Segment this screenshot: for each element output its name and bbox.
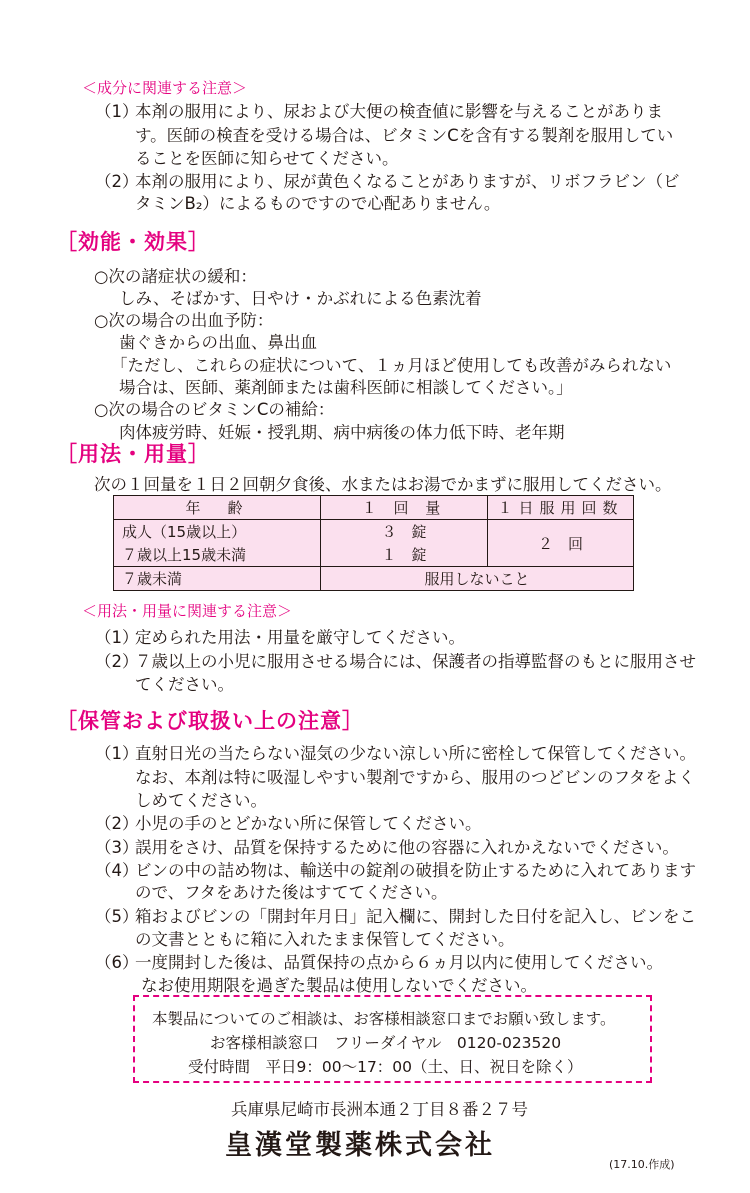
contact-line-1: 本製品についてのご相談は、お客様相談窓口までお願い致します。 bbox=[152, 1010, 616, 1028]
age-cell: ７歳未満 bbox=[114, 567, 321, 591]
dosage-table bbox=[113, 495, 634, 591]
header-age: 年 齢 bbox=[114, 496, 321, 520]
ingredient-note-1-number: （1） bbox=[95, 102, 139, 121]
storage-1-line-1: 直射日光の当たらない湿気の少ない涼しい所に密栓して保管してください。 bbox=[135, 744, 696, 763]
dosage-note-2-line-1: ７歳以上の小児に服用させる場合には、保護者の指導監督のもとに服用させ bbox=[135, 652, 696, 671]
ingredient-note-2-number: （2） bbox=[95, 172, 139, 191]
dosage-intro: 次の１回量を１日２回朝夕食後、水またはお湯でかまずに服用してください。 bbox=[94, 475, 672, 494]
dosage-note-2-line-2: てください。 bbox=[135, 675, 234, 694]
efficacy-line: ○次の場合の出血予防： bbox=[94, 311, 274, 330]
storage-1-line-3: しめてください。 bbox=[135, 791, 267, 810]
dosage-note-1-line-1: 定められた用法・用量を厳守してください。 bbox=[135, 628, 465, 647]
storage-2-line-1: 小児の手のとどかない所に保管してください。 bbox=[135, 814, 482, 833]
header-times: １日服用回数 bbox=[488, 496, 634, 520]
efficacy-line: 肉体疲労時、妊娠・授乳期、病中病後の体力低下時、老年期 bbox=[119, 423, 565, 442]
dosage-table-header bbox=[114, 496, 634, 520]
age-cell: 成人（15歳以上） bbox=[114, 520, 321, 544]
table-row bbox=[114, 520, 634, 544]
storage-title: ［保管および取扱い上の注意］ bbox=[56, 709, 364, 733]
table-row bbox=[114, 567, 634, 591]
storage-5-number: （5） bbox=[95, 907, 139, 926]
efficacy-line: 場合は、医師、薬剤師または歯科医師に相談してください。」 bbox=[119, 378, 573, 397]
amount-cell: ３ 錠 bbox=[321, 520, 488, 544]
storage-3-line-1: 誤用をさけ、品質を保持するために他の容器に入れかえないでください。 bbox=[135, 838, 679, 857]
efficacy-line: ○次の諸症状の緩和： bbox=[94, 267, 257, 286]
ingredient-note-1-line-2: す。医師の検査を受ける場合は、ビタミンCを含有する製剤を服用してい bbox=[135, 126, 674, 145]
ingredient-note-2-line-2: タミンB₂）によるものですので心配ありません。 bbox=[135, 194, 501, 213]
dosage-notes-title: ＜用法・用量に関連する注意＞ bbox=[82, 602, 293, 620]
contact-line-2: お客様相談窓口 フリーダイヤル 0120-023520 bbox=[210, 1034, 562, 1052]
company-name: 皇漢堂製薬株式会社 bbox=[225, 1130, 495, 1161]
storage-1-number: （1） bbox=[95, 744, 139, 763]
efficacy-line: ○次の場合のビタミンCの補給： bbox=[94, 400, 335, 419]
efficacy-title: ［効能・効果］ bbox=[56, 230, 210, 254]
company-address: 兵庫県尼崎市長洲本通２丁目８番２７号 bbox=[231, 1100, 528, 1119]
contact-line-3: 受付時間 平日9：00～17：00（土、日、祝日を除く） bbox=[188, 1058, 583, 1076]
ingredient-note-1-line-1: 本剤の服用により、尿および大便の検査値に影響を与えることがありま bbox=[135, 102, 663, 121]
amount-cell: １ 錠 bbox=[321, 543, 488, 567]
storage-2-number: （2） bbox=[95, 814, 139, 833]
not-for-use-cell: 服用しないこと bbox=[321, 567, 634, 591]
ingredient-notes-title: ＜成分に関連する注意＞ bbox=[82, 79, 248, 97]
dosage-note-1-number: （1） bbox=[95, 628, 139, 647]
efficacy-line: 「ただし、これらの症状について、１ヵ月ほど使用しても改善がみられない bbox=[111, 356, 672, 375]
age-cell: ７歳以上15歳未満 bbox=[114, 543, 321, 567]
storage-1-line-2: なお、本剤は特に吸湿しやすい製剤ですから、服用のつどビンのフタをよく bbox=[135, 768, 695, 787]
storage-5-line-2: の文書とともに箱に入れたまま保管してください。 bbox=[135, 930, 515, 949]
ingredient-note-2-line-1: 本剤の服用により、尿が黄色くなることがありますが、リボフラビン（ビ bbox=[135, 172, 680, 191]
storage-3-number: （3） bbox=[95, 838, 139, 857]
efficacy-line: しみ、そばかす、日やけ・かぶれによる色素沈着 bbox=[119, 289, 482, 308]
efficacy-line: 歯ぐきからの出血、鼻出血 bbox=[119, 333, 317, 352]
storage-4-line-1: ビンの中の詰め物は、輸送中の錠剤の破損を防止するために入れてあります bbox=[135, 861, 696, 880]
created-date: (17.10.作成) bbox=[609, 1158, 675, 1171]
storage-6-line-2: なお使用期限を過ぎた製品は使用しないでください。 bbox=[141, 976, 537, 995]
header-amount: １ 回 量 bbox=[321, 496, 488, 520]
storage-4-number: （4） bbox=[95, 861, 139, 880]
dosage-note-2-number: （2） bbox=[95, 652, 139, 671]
ingredient-note-1-line-3: ることを医師に知らせてください。 bbox=[135, 149, 399, 168]
times-cell: ２ 回 bbox=[488, 520, 634, 567]
storage-5-line-1: 箱およびビンの「開封年月日」記入欄に、開封した日付を記入し、ビンをこ bbox=[135, 907, 696, 926]
storage-6-line-1: 一度開封した後は、品質保持の点から６ヵ月以内に使用してください。 bbox=[135, 953, 663, 972]
storage-6-number: （6） bbox=[95, 953, 139, 972]
dosage-title: ［用法・用量］ bbox=[56, 442, 210, 466]
storage-4-line-2: ので、フタをあけた後はすててください。 bbox=[135, 883, 448, 902]
